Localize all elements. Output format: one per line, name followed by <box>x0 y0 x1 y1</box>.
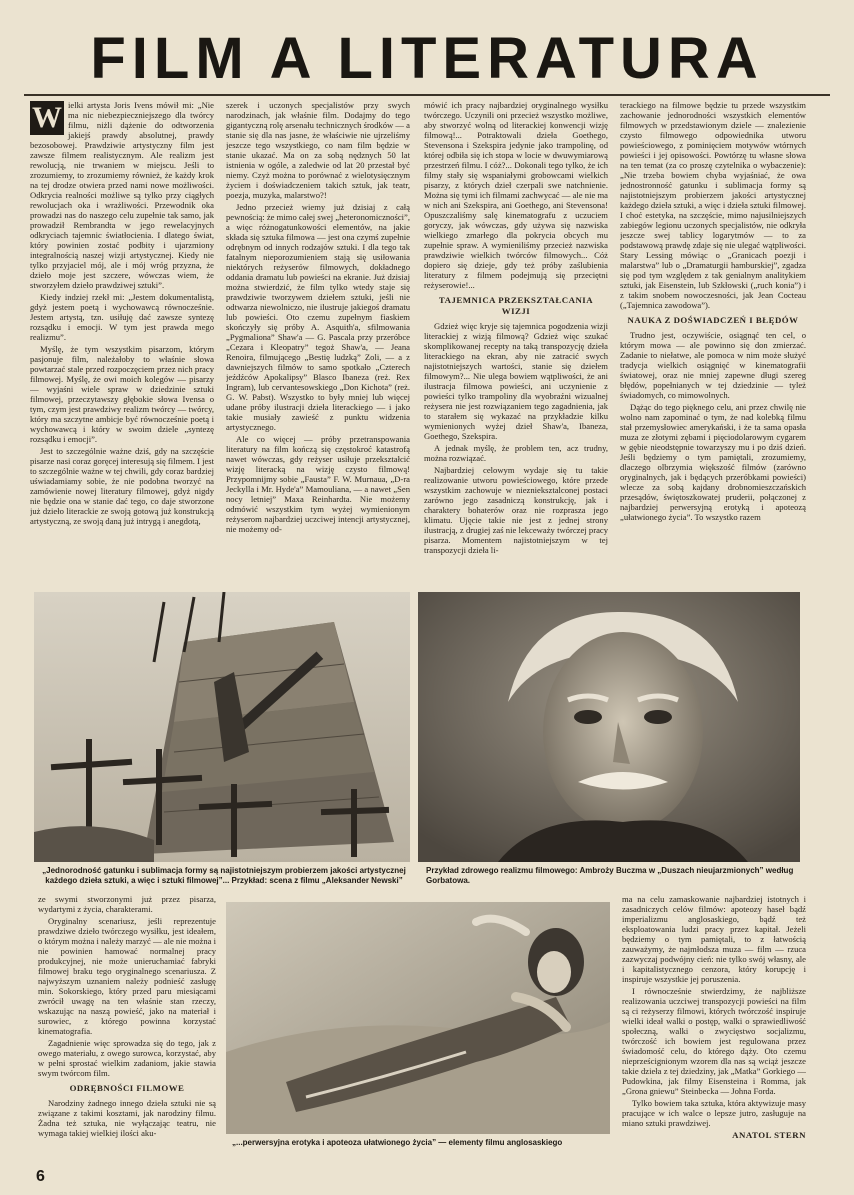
section-heading: TAJEMNICA PRZEKSZTAŁCANIA WIZJI <box>438 295 594 316</box>
paragraph: I równocześnie stwierdzimy, że najbliższe realizowania uczciwej transpozycji powieści na film są ci reżyserzy filmowi, których twórczość inspiruje wielki ideał walki o postęp, walki o sprawiedliwość społeczną, walki o zwycięstwo socjalizmu, twórczość ich bowiem jest regulowana przez świadomość celu, do którego dąży. Oto czemu nieprześcignionym wzorem dla nas są wciąż jeszcze takie dzieła z tej dziedziny, jak „Matka” Gorkiego — Pudowkina, jak filmy Eisensteina i Romma, jak „Grona gniewu” Steinbecka — Johna Forda. <box>622 986 806 1096</box>
photo-caption-bottom: „...perwersyjna erotyka i apoteoza ułatwionego życia” — elementy filmu anglosaskiego <box>232 1138 563 1147</box>
paragraph: Jest to szczególnie ważne dziś, gdy na szczęście pisarze nasi coraz goręcej interesują się filmem. I jest to szczególnie ważne w tej chwili, gdy coraz bardziej uświadamiamy sobie, że nie podobna tworzyć na zamówienie nowej literatury filmowej, gdyż nigdy nie będzie ona w stanie dać tego, co daje stworzone już dzieło literackie ze swoją gotową już konstrukcją artystyczną, ze swoją daną już intrygą i anegdotą, <box>30 446 214 526</box>
page-number: 6 <box>36 1168 45 1185</box>
paragraph: Zagadnienie więc sprowadza się do tego, jak z owego materiału, z owego surowca, korzystać, aby w pełni sprostać wielkim zadaniom, jakie stawia swym twórcom film. <box>38 1038 216 1078</box>
paragraph: Narodziny żadnego innego dzieła sztuki nie są związane z takimi kosztami, jak narodziny filmu. Żadna też sztuka, nie wyłączając teatru, nie wymaga takiej wielkiej ilości aku- <box>38 1098 216 1138</box>
paragraph: Tylko bowiem taka sztuka, która aktywizuje masy pracujące w ich walce o lepsze jutro, zasługuje na miano sztuki prawdziwej. <box>622 1098 806 1128</box>
paragraph: Ale co więcej — próby przetranspowania literatury na film kończą się częstokroć katastrofą nawet wówczas, gdy reżyser usiłuje przekształcić wizję literacką na wizję czysto filmową! Przypomnijmy sobie „Fausta” F. W. Murnaua, „D-ra Jeckylla i Mr. Hyde'a” Mamouliana, — a nawet „Sen nocy letniej” Maxa Reinhardta. Nie możemy odmówić wszystkim tym wyżej wymienionym reżyserom najbardziej uczciwej intencji artystycznej, nie możemy od- <box>226 434 410 534</box>
paragraph: Najbardziej celowym wydaje się tu takie realizowanie utworu powieściowego, które przede wszystkim zachowuje w nieznieksztalconej postaci zarówno jego zasadniczą konstrukcję, jak i charaktery bohaterów oraz nie rozprasza jego klimatu. Ujęcie takie nie jest z jednej strony ilustracją, z drugiej zaś nie lekceważy twórczej pracy pisarza. Momentem najistotniejszym w tej transpozycji dzieła li- <box>424 465 608 555</box>
section-heading: ODRĘBNOŚCI FILMOWE <box>69 1083 185 1093</box>
paragraph: terackiego na filmowe będzie tu przede wszystkim zachowanie jednorodności wszystkich elementów filmowych w przedstawionym dziele — znalezienie czysto filmowego odpowiednika utworu powieściowego, z pominięciem motywów wtórnych powieści i jej opisowości. Powtórzę tu własne słowa na ten temat (za co proszę czytelnika o wybaczenie): „Nie trzeba bowiem chyba wyjaśniać, że owa jednostronność gatunku i sublimacja formy są najistotniejszym probierzem jakości artystycznej każdego dzieła sztuki, a więc i dzieła sztuki filmowej. I choć estetyka, na szczęście, mimo najusilniejszych zabiegów legionu uczonych specjalistów, nie odkryła jeszcze swej tablicy logarytmów — to za podstawową prawdę zdaje się nie ulegać wątpliwości. Stary Lessing mówiąc o „Granicach poezji i malarstwa” lub o „Dramaturgii hamburskiej”, zgadza się pod tym względem z tak genialnym analitykiem sztuki, jak Eisenstein, lub Szkłowski („ruch konia”) i z takim snobem nowoczesności, jak Jean Cocteau („Tajemnica zawodowa”). <box>620 100 806 310</box>
paragraph: ze swymi stworzonymi już przez pisarza, wydartymi z życia, charakterami. <box>38 894 216 914</box>
page-title: FILM A LITERATURA <box>90 26 764 91</box>
paragraph: Jedno przecież wiemy już dzisiaj z całą pewnością: że mimo całej swej „heteronomiczności”, a więc różnogatunkowości elementów, na jakie składa się sztuka filmowa — jest ona czymś zupełnie odrębnym od innych rodzajów sztuki. I dla tego tak fatalnym nieporozumieniem stają się usiłowania niektórych reżyserów filmowych, dokładnego oddania dramatu lub powieści na ekranie. Już dzisiaj można stwierdzić, że film tylko wtedy staje się prawdziwie tworzywem dziełem sztuki, jeśli nie odtwarza niewolniczo, nie ilustruje jakiegoś dramatu lub powieści. Oto czemu zupełnym fiaskiem skończyły się próby A. Asquith'a, sfilmowania „Pygmaliona” Shaw'a — G. Pascala przy przeróbce „Cezara i Kleopatry” tegoż Shaw'a, — Jeana Renoira, filmującego „Bestię ludzką” Zoli, — a z dawniejszych filmów to samo spotkało „Czterech jeźdźców Apokalipsy” Blasco Ibaneza (reż. Rex Ingram), lub cervantesowskiego „Don Kichota” (reż. G. W. Pabst). Wszystko to były mniej lub więcej udane próby ilustracji dzieła literackiego — i jako takie musiały zawieść z punktu widzenia artystycznego. <box>226 202 410 432</box>
paragraph: Trudno jest, oczywiście, osiągnąć ten cel, o którym mowa — ale powinno się don zmierzać. Zadanie to niełatwe, ale pomoca w nim może służyć tradycja wielkich osiągnięć w kinematografii światowej, oraz nie mniej zapewne długi szereg błędów, popełnianych w tej dziedzinie — tyleż świadomych, co mimowolnych. <box>620 330 806 400</box>
photo-fortress-scene <box>34 592 410 862</box>
drop-cap: W <box>32 101 62 134</box>
article-column-1 <box>30 100 214 586</box>
paragraph: ielki artysta Joris Ivens mówił mi: „Nie ma nic niebezpieczniejszego dla twórcy filmu, niżli dążenie do odtworzenia jakiejś prawdy absolutnej, prawdy bezosobowej. Prawdziwie artystyczny film jest zawsze filmem realistycznym. Ale realizm jest rewolucją, nie trwaniem w miejscu. Jeśli to zrozumiemy, to zrozumiemy również, że każdy krok na tej drodze otwiera przed nami nowe możliwości. Odkrycia realności możliwe są tylko przy ciągłych rewolucjach oka i wrażliwości. Przewodnik oka prowadzi nas do naszego celu zupełnie tak samo, jak prowadził Rembrandta w jego rewelacyjnych odkryciach tajemnic światłocienia. I dlatego świat, który powinien zostać podbity i ujarzmiony integralnością naszej wizji artystycznej. Kiedy nie tylko przyjaciel mój, ale i mój wróg przyzna, że dzieło moje jest szczere, wówczas wiem, że stworzyłem dzieło prawdziwej sztuki”. <box>30 100 214 290</box>
photo-image <box>34 592 410 862</box>
paragraph: Kiedy indziej rzekł mi: „Jestem dokumentalistą, gdyż jestem poetą i wychowawcą równocześnie. Jestem artystą, tzn. usiłuję dać zawsze syntezę rozsądku i emocji. W tym jest prawda mego realizmu”. <box>30 292 214 342</box>
photo-caption-left: „Jednorodność gatunku i sublimacja formy są najistotniejszym probierzem jakości artystycznej każdego dzieła sztuki, a więc i sztuki filmowej”... Przykład: scena z filmu „Aleksander Newski” <box>42 866 406 885</box>
paragraph: Oryginalny scenariusz, jeśli reprezentuje prawdziwe dzieło twórczego wysiłku, jest ideałem, o którym można i należy marzyć — ale nie można i nie powinien hamować normalnej pracy produkcyjnej, nie może unieruchamiać fabryki filmowej braku tego oryginalnego scenariusza. Z najwyższym uznaniem należy podnieść zasługę min. Sokorskiego, który przed paru miesiącami zwrócił uwagę na ten właśnie stan rzeczy, wskazując na naszą powieść, jako na materiał i surowiec, z którego powinna korzystać kinematografia. <box>38 916 216 1036</box>
paragraph: Myślę, że tym wszystkim pisarzom, którym pasjonuje film, należałoby to właśnie słowa powtarzać stale przed rozpoczęciem przez nich pracy filmowej. Myślę, że owi moich kolegów — pisarzy — wyjaśni wiele spraw w dziedzinie sztuki filmowej, przeczytawszy głębokie słowa Ivensa o tym, czym jest prawdziwy realizm twórcy — twórcy, który ma szczytne ambicje być równocześnie poetą i wychowawcą i który w swoim dziele „syntezę rozsądku i emocji”. <box>30 344 214 444</box>
section-heading: NAUKA Z DOŚWIADCZEŃ I BŁĘDÓW <box>627 315 799 325</box>
article-column-5 <box>38 894 216 1160</box>
photo-caption-right: Przykład zdrowego realizmu filmowego: Ambroży Buczma w „Duszach nieujarzmionych” według Gorbatowa. <box>426 866 794 885</box>
paragraph: mówić ich pracy najbardziej oryginalnego wysiłku twórczego. Uczynili oni przecież wszystko możliwe, aby stworzyć wolną od literackiej konwencji wizję filmową!... Potraktowali dzieła Goethego, Stevensona i Szekspira jedynie jako trampolinę, od której odbiła się ich stopa w locie w dwuwymiarową przestrzeń filmu. I cóż?... Dokonali tego tylko, że ich filmy stały się wspaniałymi grobowcami wielkich pisarzy, z których dzieł czerpali swe natchnienie. Można się tymi ich filmami zachwycać — ale nie ma w nich ani Szekspira, ani Goethego, ani Stevensona! Opuszczaliśmy salę kinematografu z uczuciem goryczy, jak wówczas, gdy używa się nazwiska wielkiego zmarłego dla pokrycia obcych mu zupełnie spraw. A wymieniliśmy przecież nazwiska prawdziwie wielkich twórców filmowych... Cóż dopiero się dzieje, gdy też próby zaślubienia literatury z filmem podejmują się przeciętni reżyserowie!... <box>424 100 608 290</box>
photo-image <box>226 902 610 1134</box>
title-rule <box>24 94 830 96</box>
article-column-2 <box>226 100 410 586</box>
paragraph: ma na celu zamaskowanie najbardziej istotnych i zasadniczych celów filmów: apoteozy haseł bądź imperializmu anglosaskiego, bądź też eksploatowania ludzi pracy przez kapitał. Jeżeli będziemy o tym pamiętali, to z łatwością zauważymy, że najmłodsza muza — film — rzuca zazwyczaj podwójny cień: nie tylko swój własny, ale i kapitalistycznego cenzora, który korupcję i inspiruje wszystkie jej poruszenia. <box>622 894 806 984</box>
article-column-6 <box>622 894 806 1160</box>
paragraph: szerek i uczonych specjalistów przy swych narodzinach, jak właśnie film. Dodajmy do tego gigantyczną rolę arsenału technicznych środków — a stanie się dla nas jasne, że właściwie nie ujrzeliśmy jeszcze tego wszystkiego, co nam film będzie w stanie ukazać. Ma on za sobą nędznych 50 lat istnienia w ogóle, a zaledwie od lat 20 przestał być niemy. Czyż można to porównać z wielotysięcznym życiem i doświadczeniem takich sztuk, jak teatr, poezja, muzyka, malarstwo?! <box>226 100 410 200</box>
photo-image <box>418 592 800 862</box>
author-signature: ANATOL STERN <box>732 1130 806 1140</box>
article-column-4 <box>620 100 806 586</box>
photo-portrait <box>418 592 800 862</box>
article-column-3 <box>424 100 608 586</box>
paragraph: A jednak myślę, że problem ten, acz trudny, można rozwiązać. <box>424 443 608 463</box>
photo-actress <box>226 902 610 1134</box>
paragraph: Dążąc do tego pięknego celu, ani przez chwilę nie wolno nam zapominać o tym, że nad kolebką filmu stał przemysłowiec amerykański, i że ta sama opasła muza ze złotymi zębami i pięciodolarowym cygarem w gębie nieodstępnie towarzyszy mu i po dziś dzień. Jeśli będziemy o tym pamiętali, zrozumiemy, dlaczego olbrzymia większość filmów (zarówno oryginalnych, jak i będących przeróbkami powieści) wlecze za sobą kajdany drobnomieszczańskich przesądów, świętoszkowatej pruderii, połączonej z najbardziej perwersyjną erotyką i apoteozą „ułatwionego życia”. To wszystko razem <box>620 402 806 522</box>
paragraph: Gdzież więc kryje się tajemnica pogodzenia wizji literackiej z wizją filmową? Gdzież więc szukać skomplikowanej recepty na taką transpozycję dzieła literackiego na ekran, aby nie zatracić swych najistotniejszych wartości, stanie się dziełem filmowym?... Nie ulega bowiem wątpliwości, że ani ilustracja filmowa powieści, ani uczynienie z powieści tylko trampoliny dla wyobraźni wizualnej reżysera nie jest rozwiązaniem tego zagadnienia, jak to starałem się wykazać na przykładzie kilku wymienionych wyżej dzieł Shaw'a, Ibaneza, Goethego, Szekspira. <box>424 321 608 441</box>
